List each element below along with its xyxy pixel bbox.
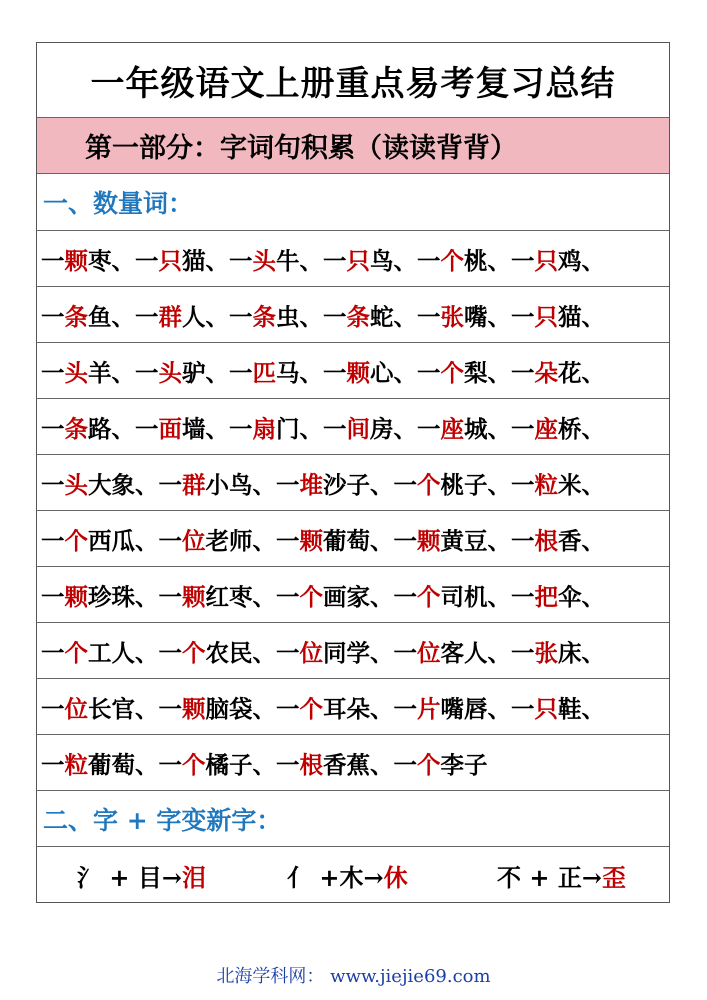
measure-word: 群 [158, 302, 182, 331]
measure-word: 颗 [64, 582, 88, 611]
noun: 路、 [88, 414, 135, 443]
section2-heading: 二、字 + 字变新字： [43, 805, 282, 835]
noun: 同学、 [323, 638, 394, 667]
measure-word-phrase [417, 298, 511, 332]
measure-word: 个 [417, 470, 441, 499]
measure-word-phrase [159, 466, 277, 500]
measure-word-phrase [511, 298, 605, 332]
measure-word-phrase [323, 242, 417, 276]
numeral: 一 [511, 246, 535, 275]
noun: 橘子、 [205, 750, 276, 779]
measure-word-phrase [323, 410, 417, 444]
numeral: 一 [41, 526, 65, 555]
numeral: 一 [158, 694, 182, 723]
title-row [37, 43, 669, 118]
measure-word-phrase [229, 354, 323, 388]
measure-word: 朵 [534, 358, 558, 387]
measure-word-phrase [511, 410, 605, 444]
measure-word: 头 [252, 246, 276, 275]
measure-word-phrase [229, 242, 323, 276]
numeral: 一 [158, 638, 182, 667]
measure-word-phrase [276, 746, 394, 780]
measure-word: 位 [417, 638, 441, 667]
noun: 桃、 [464, 246, 511, 275]
measure-word: 座 [440, 414, 464, 443]
measure-word-phrase [229, 298, 323, 332]
numeral: 一 [276, 638, 300, 667]
measure-word: 头 [158, 358, 182, 387]
measure-word-phrase [394, 690, 512, 724]
measure-word-phrase [159, 634, 277, 668]
numeral: 一 [511, 638, 535, 667]
measure-word: 个 [440, 246, 464, 275]
measure-word-phrase [41, 522, 159, 556]
numeral: 一 [323, 414, 347, 443]
measure-word: 个 [64, 526, 88, 555]
measure-word: 颗 [182, 694, 206, 723]
measure-word: 个 [182, 638, 206, 667]
measure-word: 个 [417, 582, 441, 611]
numeral: 一 [41, 414, 65, 443]
numeral: 一 [41, 694, 65, 723]
noun: 牛、 [276, 246, 323, 275]
measure-word-line [37, 679, 669, 735]
combo-result: 歪 [601, 862, 626, 892]
measure-word-phrase [394, 466, 512, 500]
numeral: 一 [158, 526, 182, 555]
combo-item [287, 858, 408, 893]
numeral: 一 [417, 414, 441, 443]
numeral: 一 [229, 414, 253, 443]
measure-word: 个 [64, 638, 88, 667]
numeral: 一 [511, 358, 535, 387]
measure-word: 头 [64, 358, 88, 387]
noun: 马、 [276, 358, 323, 387]
measure-word-phrase [394, 578, 512, 612]
numeral: 一 [41, 358, 65, 387]
measure-word: 头 [64, 470, 88, 499]
measure-word-line [37, 287, 669, 343]
numeral: 一 [135, 414, 159, 443]
measure-word-phrase [41, 242, 135, 276]
measure-word-phrase [41, 354, 135, 388]
numeral: 一 [276, 750, 300, 779]
numeral: 一 [276, 470, 300, 499]
measure-word-phrase [323, 354, 417, 388]
noun: 枣、 [88, 246, 135, 275]
measure-word-phrase [417, 242, 511, 276]
noun: 床、 [558, 638, 605, 667]
combo-parts: 氵 + 目→ [77, 862, 182, 892]
measure-word-phrase [135, 298, 229, 332]
measure-word: 堆 [299, 470, 323, 499]
numeral: 一 [276, 526, 300, 555]
numeral: 一 [323, 302, 347, 331]
measure-word-phrase [159, 522, 277, 556]
noun: 房、 [370, 414, 417, 443]
measure-word: 粒 [534, 470, 558, 499]
measure-word-phrase [511, 466, 605, 500]
numeral: 一 [229, 358, 253, 387]
section1-heading: 一、数量词： [43, 189, 194, 218]
noun: 鞋、 [558, 694, 605, 723]
part-heading-row [37, 118, 669, 174]
numeral: 一 [158, 470, 182, 499]
measure-word: 颗 [346, 358, 370, 387]
measure-word-phrase [276, 578, 394, 612]
noun: 画家、 [323, 582, 394, 611]
numeral: 一 [393, 526, 417, 555]
noun: 猫、 [558, 302, 605, 331]
measure-word-phrase [511, 522, 605, 556]
noun: 西瓜、 [88, 526, 159, 555]
measure-word-line [37, 567, 669, 623]
measure-word: 只 [346, 246, 370, 275]
measure-word: 个 [299, 694, 323, 723]
numeral: 一 [511, 694, 535, 723]
noun: 人、 [182, 302, 229, 331]
measure-word: 只 [534, 302, 558, 331]
measure-word: 个 [440, 358, 464, 387]
measure-word-line [37, 735, 669, 791]
character-combo-row [37, 847, 669, 903]
measure-word-phrase [41, 746, 159, 780]
noun: 桥、 [558, 414, 605, 443]
noun: 虫、 [276, 302, 323, 331]
noun: 脑袋、 [205, 694, 276, 723]
measure-word-phrase [159, 578, 277, 612]
combo-parts: 亻 +木→ [287, 862, 384, 892]
measure-word-phrase [135, 354, 229, 388]
noun: 墙、 [182, 414, 229, 443]
noun: 驴、 [182, 358, 229, 387]
combo-parts: 不 + 正→ [497, 862, 602, 892]
noun: 鸟、 [370, 246, 417, 275]
measure-word-phrase [511, 634, 605, 668]
measure-word-phrase [276, 522, 394, 556]
part-heading: 第一部分：字词句积累（读读背背） [85, 133, 517, 164]
numeral: 一 [511, 414, 535, 443]
noun: 大象、 [88, 470, 159, 499]
measure-word-line [37, 343, 669, 399]
noun: 客人、 [440, 638, 511, 667]
measure-word-line [37, 455, 669, 511]
noun: 梨、 [464, 358, 511, 387]
numeral: 一 [417, 358, 441, 387]
section2-heading-row [37, 791, 669, 847]
measure-word-phrase [41, 690, 159, 724]
measure-word: 条 [252, 302, 276, 331]
measure-word: 根 [299, 750, 323, 779]
measure-word-phrase [41, 410, 135, 444]
numeral: 一 [276, 694, 300, 723]
measure-word: 只 [534, 694, 558, 723]
numeral: 一 [393, 638, 417, 667]
measure-word-line [37, 399, 669, 455]
numeral: 一 [393, 750, 417, 779]
noun: 羊、 [88, 358, 135, 387]
noun: 工人、 [88, 638, 159, 667]
measure-word-line [37, 231, 669, 287]
noun: 黄豆、 [440, 526, 511, 555]
noun: 耳朵、 [323, 694, 394, 723]
noun: 猫、 [182, 246, 229, 275]
measure-word-phrase [159, 746, 277, 780]
measure-word: 颗 [417, 526, 441, 555]
noun: 农民、 [205, 638, 276, 667]
measure-word-line [37, 511, 669, 567]
noun: 沙子、 [323, 470, 394, 499]
measure-word-phrase [276, 466, 394, 500]
measure-word: 位 [182, 526, 206, 555]
measure-word-phrase [417, 410, 511, 444]
noun: 鸡、 [558, 246, 605, 275]
measure-word-phrase [276, 634, 394, 668]
measure-word-phrase [511, 690, 605, 724]
numeral: 一 [393, 582, 417, 611]
numeral: 一 [229, 302, 253, 331]
measure-word: 个 [299, 582, 323, 611]
combo-item [77, 858, 206, 893]
noun: 门、 [276, 414, 323, 443]
noun: 长官、 [88, 694, 159, 723]
numeral: 一 [276, 582, 300, 611]
measure-word-phrase [394, 634, 512, 668]
numeral: 一 [158, 750, 182, 779]
numeral: 一 [323, 246, 347, 275]
measure-word: 面 [158, 414, 182, 443]
measure-word: 片 [417, 694, 441, 723]
numeral: 一 [41, 638, 65, 667]
section1-heading-row [37, 174, 669, 231]
numeral: 一 [417, 302, 441, 331]
noun: 蛇、 [370, 302, 417, 331]
measure-word: 根 [534, 526, 558, 555]
measure-word: 颗 [299, 526, 323, 555]
measure-word-phrase [159, 690, 277, 724]
measure-word: 只 [534, 246, 558, 275]
noun: 伞、 [558, 582, 605, 611]
measure-word-line [37, 623, 669, 679]
measure-word-phrase [323, 298, 417, 332]
measure-word-phrase [276, 690, 394, 724]
measure-word: 位 [64, 694, 88, 723]
noun: 嘴唇、 [440, 694, 511, 723]
noun: 嘴、 [464, 302, 511, 331]
noun: 城、 [464, 414, 511, 443]
numeral: 一 [41, 470, 65, 499]
measure-word: 扇 [252, 414, 276, 443]
noun: 司机、 [440, 582, 511, 611]
numeral: 一 [393, 694, 417, 723]
measure-word: 条 [346, 302, 370, 331]
measure-word: 条 [64, 414, 88, 443]
measure-word: 只 [158, 246, 182, 275]
noun: 香、 [558, 526, 605, 555]
measure-word-phrase [41, 634, 159, 668]
noun: 米、 [558, 470, 605, 499]
measure-word: 条 [64, 302, 88, 331]
measure-word: 个 [182, 750, 206, 779]
measure-word-phrase [41, 466, 159, 500]
measure-word: 颗 [182, 582, 206, 611]
measure-word: 颗 [64, 246, 88, 275]
noun: 鱼、 [88, 302, 135, 331]
combo-result: 泪 [181, 862, 206, 892]
measure-word: 把 [534, 582, 558, 611]
noun: 葡萄、 [323, 526, 394, 555]
noun: 珍珠、 [88, 582, 159, 611]
noun: 老师、 [205, 526, 276, 555]
worksheet [36, 42, 670, 903]
noun: 小鸟、 [205, 470, 276, 499]
numeral: 一 [323, 358, 347, 387]
measure-word-phrase [394, 746, 488, 780]
numeral: 一 [393, 470, 417, 499]
noun: 香蕉、 [323, 750, 394, 779]
measure-word-phrase [41, 298, 135, 332]
measure-word-phrase [511, 354, 605, 388]
noun: 桃子、 [440, 470, 511, 499]
noun: 红枣、 [205, 582, 276, 611]
numeral: 一 [158, 582, 182, 611]
numeral: 一 [511, 470, 535, 499]
measure-word: 粒 [64, 750, 88, 779]
measure-word-phrase [417, 354, 511, 388]
numeral: 一 [41, 302, 65, 331]
noun: 李子 [440, 750, 488, 779]
combo-item [497, 858, 626, 893]
numeral: 一 [511, 302, 535, 331]
numeral: 一 [41, 582, 65, 611]
noun: 心、 [370, 358, 417, 387]
numeral: 一 [135, 302, 159, 331]
numeral: 一 [135, 246, 159, 275]
measure-word: 张 [534, 638, 558, 667]
noun: 花、 [558, 358, 605, 387]
numeral: 一 [511, 526, 535, 555]
measure-word-phrase [135, 242, 229, 276]
numeral: 一 [511, 582, 535, 611]
measure-word: 座 [534, 414, 558, 443]
measure-word: 个 [417, 750, 441, 779]
measure-word-phrase [394, 522, 512, 556]
measure-word: 群 [182, 470, 206, 499]
combo-result: 休 [383, 862, 408, 892]
measure-word-phrase [229, 410, 323, 444]
numeral: 一 [41, 246, 65, 275]
footer-watermark: 北海学科网： www.jiejie69.com [216, 966, 491, 987]
numeral: 一 [135, 358, 159, 387]
measure-word-phrase [135, 410, 229, 444]
noun: 葡萄、 [88, 750, 159, 779]
measure-word-phrase [511, 242, 605, 276]
numeral: 一 [417, 246, 441, 275]
measure-word-phrase [511, 578, 605, 612]
numeral: 一 [41, 750, 65, 779]
measure-word: 位 [299, 638, 323, 667]
measure-word-phrase [41, 578, 159, 612]
measure-word: 匹 [252, 358, 276, 387]
numeral: 一 [229, 246, 253, 275]
page-title: 一年级语文上册重点易考复习总结 [90, 63, 616, 104]
measure-word: 张 [440, 302, 464, 331]
measure-word: 间 [346, 414, 370, 443]
